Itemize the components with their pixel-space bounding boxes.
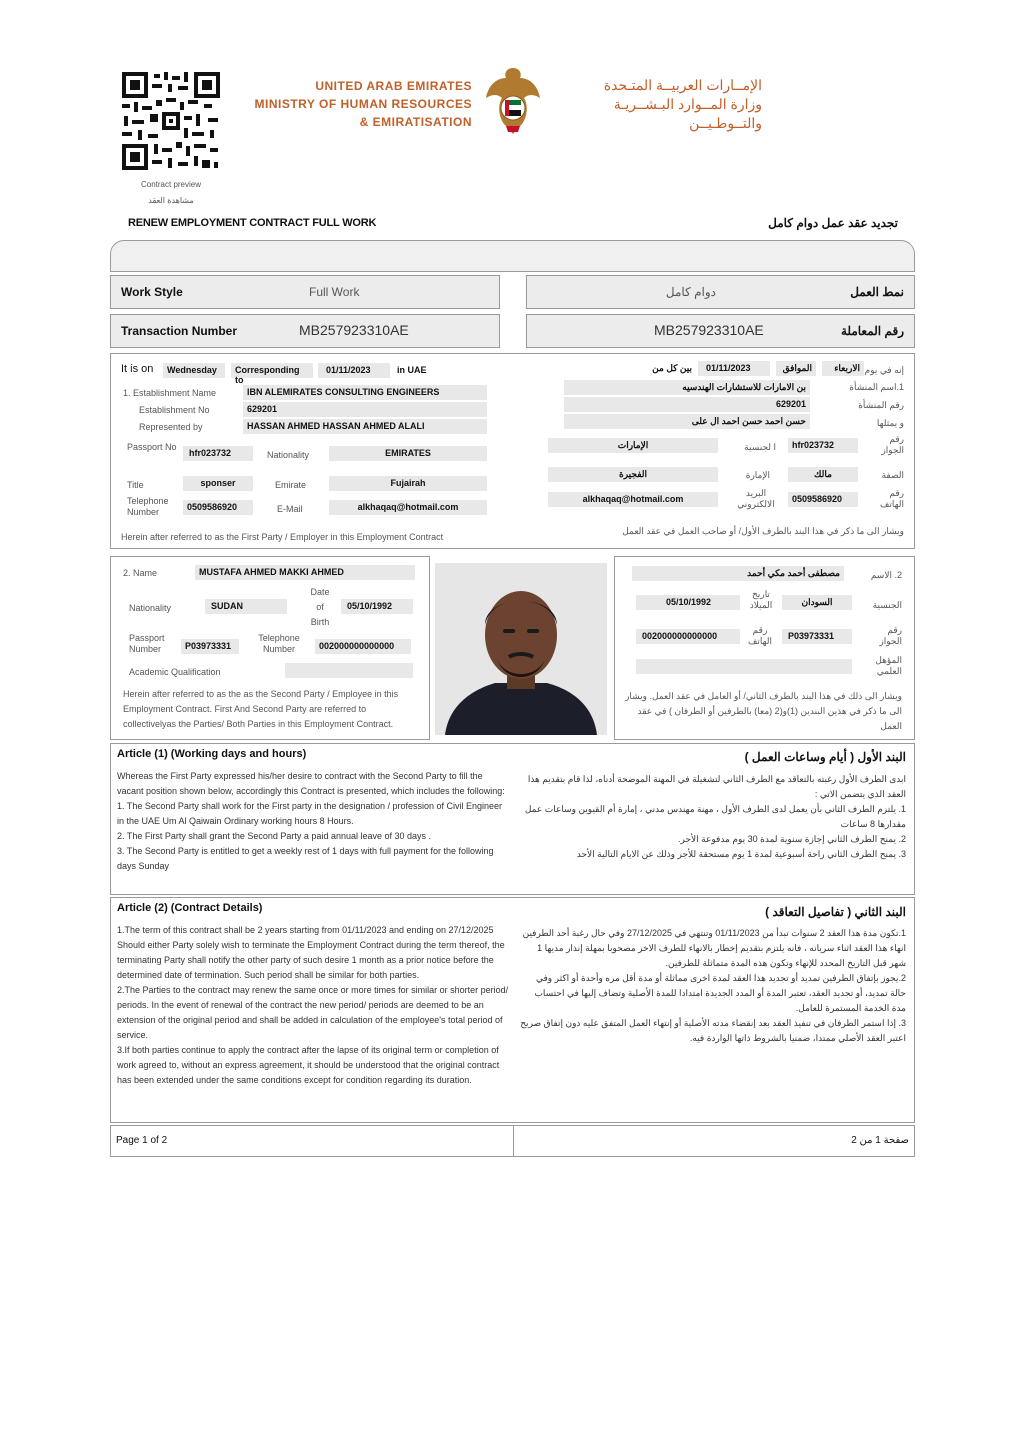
nationality-ar: الإمارات (548, 438, 718, 453)
ar-day: الاربعاء (822, 361, 864, 376)
represented-by-label: Represented by (139, 422, 203, 432)
article-2-para-en: 1.The term of this contract shall be 2 years starting from 01/11/2023 and ending on 27/12/2025 Should either Party solely wish to terminate the Employment Contract during the term thereof, the terminating Party shall notify the other party of such desire 1 month as a prior notice before the determined date of termination. Such period shall be similar for both parties. (117, 925, 505, 980)
employee-name-en: MUSTAFA AHMED MAKKI AHMED (195, 565, 415, 580)
document-title-ar: تجديد عقد عمل دوام كامل (768, 216, 898, 230)
ministry-name-ar (552, 76, 762, 133)
emirate-en: Fujairah (329, 476, 487, 491)
page-footer (110, 1125, 915, 1157)
telephone-en: 0509586920 (183, 500, 253, 515)
employee-passport-ar: P03973331 (782, 629, 852, 644)
contract-date-ar: 01/11/2023 (698, 361, 770, 376)
establishment-no-label: Establishment No (139, 405, 210, 415)
work-style-label-en: Work Style (121, 285, 183, 299)
article-2-body-en (117, 923, 511, 1088)
ar-passport-label-employee: رقم الجواز (879, 625, 902, 646)
qr-caption-en: Contract preview (140, 180, 202, 189)
it-is-on-label: It is on (121, 363, 154, 375)
emirate-label-en: Emirate (275, 480, 307, 490)
article-2-title-ar: البند الثاني ( تفاصيل التعاقد ) (765, 905, 906, 919)
second-party-herein-en: Herein after referred to as the as the Second Party / Employee in this Employment Contract. First And Second Party are referred to collectivelyas the Parties/ Both Parties in this Employment Contract. (123, 689, 399, 729)
article-1-title-en: Article (1) (Working days and hours) (117, 748, 307, 760)
article-1-body-en (117, 769, 509, 874)
ar-est-no-label: رقم المنشأة (858, 400, 904, 410)
article-1-para-ar: 1. يلتزم الطرف الثاني بأن يعمل لدى الطرف الأول ، مهنة مهندس مدني ، إمارة أم القيوين وساعات عمل مقدارها 8 ساعات (524, 804, 906, 829)
establishment-no-en: 629201 (243, 402, 487, 417)
transaction-box-ar (526, 314, 915, 348)
ar-name-label: 2. الاسم (870, 570, 902, 580)
work-style-box-ar (526, 275, 915, 309)
work-style-value-en: Full Work (309, 285, 360, 299)
passport-label-employee: Passport Number (129, 633, 165, 654)
ministry-ar-line-3: والتــوطـيــن (689, 115, 762, 131)
ar-nationality-label-employee: الجنسية (872, 600, 902, 610)
title-label-en: Title (127, 480, 144, 490)
passport-ar: hfr023732 (788, 438, 858, 453)
transaction-label-en: Transaction Number (121, 324, 238, 338)
nationality-en: EMIRATES (329, 446, 487, 461)
uae-emblem-icon (484, 64, 542, 138)
employee-dob-ar: 05/10/1992 (636, 595, 740, 610)
telephone-ar: 0509586920 (788, 492, 858, 507)
email-ar: alkhaqaq@hotmail.com (548, 492, 718, 507)
ar-phone-label-employee: رقم الهاتف (748, 625, 772, 646)
article-1-para-en: 3. The Second Party is entitled to get a weekly rest of 1 days with full payment for the following days Sunday (117, 846, 494, 871)
work-style-value-ar: دوام كامل (665, 285, 716, 299)
page-number-en: Page 1 of 2 (116, 1135, 168, 1146)
article-1-para-en: Whereas the First Party expressed his/her desire to contract with the Second Party to fill the vacant position shown below, accordingly this Contract is presented, which includes the following: (117, 771, 505, 796)
article-2-para-ar: 3. إذا استمر الطرفان في تنفيذ العقد بعد إنقضاء مدته الأصلية أو إنتهاء العمل المتفق عليه دون إتفاق صريح اعتبر العقد الأصلي ممتدا، ضمنيا بالشروط ذاتها الواردة فيه. (520, 1018, 906, 1043)
article-1-title-ar: البند الأول ( أيام وساعات العمل ) (744, 750, 906, 764)
qr-code (122, 72, 220, 170)
establishment-name-ar: بن الامارات للاستشارات الهندسيه (564, 380, 810, 395)
article-2-body-ar (518, 926, 906, 1046)
article-1-para-ar: 2. يمنح الطرف الثاني إجازة سنوية لمدة 30 يوم مدفوعة الأجر. (678, 834, 906, 844)
ar-emirate-label: الإمارة (745, 470, 770, 480)
in-uae-label: in UAE (397, 365, 427, 375)
ar-dob-label: تاريخ الميلاد (749, 589, 773, 610)
article-2-para-en: 2.The Parties to the contract may renew the same once or more times for similar or shorter period/ periods. In the event of renewal of the contract the new period/ periods are deemed to be an extension of the original period and shall be added in calculation of the employee's total period of service. (117, 985, 509, 1040)
ar-email-label: البريد الالكتروني (737, 488, 775, 509)
employee-nationality-ar: السودان (782, 595, 852, 610)
email-en: alkhaqaq@hotmail.com (329, 500, 487, 515)
passport-en: hfr023732 (183, 446, 253, 461)
represented-by-ar: حسن احمد حسن احمد ال على (564, 414, 810, 429)
employee-passport-en: P03973331 (181, 639, 239, 654)
article-1-para-en: 2. The First Party shall grant the Second Party a paid annual leave of 30 days . (117, 831, 432, 841)
academic-label-en: Academic Qualification (129, 667, 221, 677)
ministry-ar-line-2: وزارة المــوارد البـشــريـة (613, 96, 762, 112)
page-number-ar: صفحة 1 من 2 (851, 1135, 909, 1146)
contract-day: Wednesday (163, 363, 225, 378)
contract-date-en: 01/11/2023 (318, 363, 390, 378)
article-2-title-en: Article (2) (Contract Details) (117, 902, 263, 914)
second-party-ar-box (614, 556, 915, 740)
article-2-para-en: 3.If both parties continue to apply the contract after the lapse of its original term or completion of work agreed to, without an express agreement, it should be understood that the original contract has been extended under the same conditions except for condition regarding its duration. (117, 1045, 500, 1085)
ar-academic-label: المؤهل العلمي (875, 655, 902, 676)
employee-dob-en: 05/10/1992 (341, 599, 413, 614)
nationality-label-en: Nationality (267, 450, 310, 460)
second-party-herein-ar: ويشار الى ذلك في هذا البند بالطرف الثاني/ أو العامل في عقد العمل. ويشار الى ما ذكر في هذين البندين (1)و(2 (معا) بالطرفين أو الطرفان ) في عقد العمل (625, 691, 902, 731)
article-1-section (110, 743, 915, 895)
academic-field-en (285, 663, 413, 678)
ar-between-label: بين كل من (652, 363, 692, 373)
emirate-ar: الفجيرة (548, 467, 718, 482)
qr-caption-ar: مشاهدة العقد (148, 196, 194, 205)
ministry-line-2: MINISTRY OF HUMAN RESOURCES (254, 97, 472, 111)
article-1-para-ar: 3. يمنح الطرف الثاني راحة أسبوعية لمدة 1 يوم مستحقة للأجر وذلك عن الايام التالية الأحد (576, 849, 906, 859)
article-1-para-ar: ابدى الطرف الأول رغبته بالتعاقد مع الطرف الثاني لتشغيلة في المهنة الموضحة أدناه، لذا قام بتقديم هذا العقد الذي يتضمن الاتي : (527, 774, 906, 799)
article-1-para-en: 1. The Second Party shall work for the First party in the designation / profession of Civil Engineer in the UAE Um Al Qaiwain Ordinary working hours 8 Hours. (117, 801, 503, 826)
academic-field-ar (636, 659, 852, 674)
ministry-name-en (230, 77, 472, 131)
article-2-section (110, 897, 915, 1123)
employee-name-ar: مصطفى أحمد مكي أحمد (632, 566, 844, 581)
title-ar: مالك (788, 467, 858, 482)
ar-corresponding-label: الموافق (776, 361, 816, 376)
header-band (110, 240, 915, 272)
telephone-label-en: Telephone Number (127, 496, 169, 517)
ar-intro-label: إنه في يوم (864, 365, 904, 375)
ministry-ar-line-1: الإمــارات العربيــة المتـحدة (603, 77, 762, 93)
employee-photo (435, 563, 607, 735)
represented-by-en: HASSAN AHMED HASSAN AHMED ALALI (243, 419, 487, 434)
employee-phone-en: 002000000000000 (315, 639, 411, 654)
ar-phone-label: رقم الهاتف (880, 488, 904, 509)
email-label-en: E-Mail (277, 504, 303, 514)
work-style-label-ar: نمط العمل (850, 285, 904, 299)
establishment-no-ar: 629201 (564, 397, 810, 412)
first-party-section (110, 353, 915, 549)
employee-nationality-en: SUDAN (205, 599, 287, 614)
article-2-para-ar: 2.يجوز بإتفاق الطرفين تمديد أو تجديد هذا العقد لمدة اخرى مماثلة أو مدة أقل مره وأحدة أو اكثر وفي حالة تمديد، أو تجديد العقد، تعتبر المدة أو المدد الجديدة امتدادا للمدة الأصلية وتضاف إليها في احتساب مدة الخدمة المستمرة للعامل. (534, 973, 906, 1013)
work-style-box-en (110, 275, 500, 309)
ar-title-label: الصفة (881, 470, 904, 480)
first-party-herein-en: Herein after referred to as the First Party / Employer in this Employment Contract (121, 532, 444, 542)
transaction-label-ar: رقم المعاملة (840, 324, 904, 338)
establishment-name-label: 1. Establishment Name (123, 388, 217, 398)
ar-nationality-label: ا لجنسية (744, 442, 776, 452)
footer-divider (513, 1126, 514, 1156)
telephone-label-employee: Telephone Number (258, 633, 300, 654)
ministry-line-1: UNITED ARAB EMIRATES (315, 79, 472, 93)
ar-rep-label: و يمثلها (876, 418, 904, 428)
dob-label-en: Date of Birth (310, 587, 330, 627)
article-1-body-ar (522, 772, 906, 862)
ministry-line-3: & EMIRATISATION (359, 115, 472, 129)
transaction-number-en: MB257923310AE (299, 322, 409, 338)
second-party-en-box (110, 556, 430, 740)
establishment-name-en: IBN ALEMIRATES CONSULTING ENGINEERS (243, 385, 487, 400)
ar-passport-label: رقم الجواز (881, 434, 904, 455)
document-title-en: RENEW EMPLOYMENT CONTRACT FULL WORK (128, 217, 377, 229)
passport-label-en: Passport No (127, 442, 177, 452)
employee-phone-ar: 002000000000000 (636, 629, 740, 644)
corresponding-to-label: Corresponding to (231, 363, 313, 378)
first-party-herein-ar: ويشار الى ما ذكر في هذا البند بالطرف الأول/ أو صاحب العمل في عقد العمل (622, 526, 904, 536)
employee-name-label: 2. Name (123, 568, 158, 578)
article-2-para-ar: 1.تكون مدة هذا العقد 2 سنوات تبدأ من 01/11/2023 وتنتهي في 27/12/2025 وفي حال رغبة أحد الطرفين انهاء هذا العقد اثناء سريانه ، فانه يلتزم بتقديم إخطار بالانهاء للطرف الاخر مصحوبا بمهلة إنذار مديها 1 شهر قبل التاريخ المحدد للإنهاء وتكون هذه المدة متماثلة للطرفين. (522, 928, 906, 968)
nationality-label-employee: Nationality (129, 603, 172, 613)
transaction-number-ar: MB257923310AE (654, 322, 764, 338)
transaction-box-en (110, 314, 500, 348)
ar-est-name-label: 1.اسم المنشأة (849, 382, 904, 392)
title-en: sponser (183, 476, 253, 491)
